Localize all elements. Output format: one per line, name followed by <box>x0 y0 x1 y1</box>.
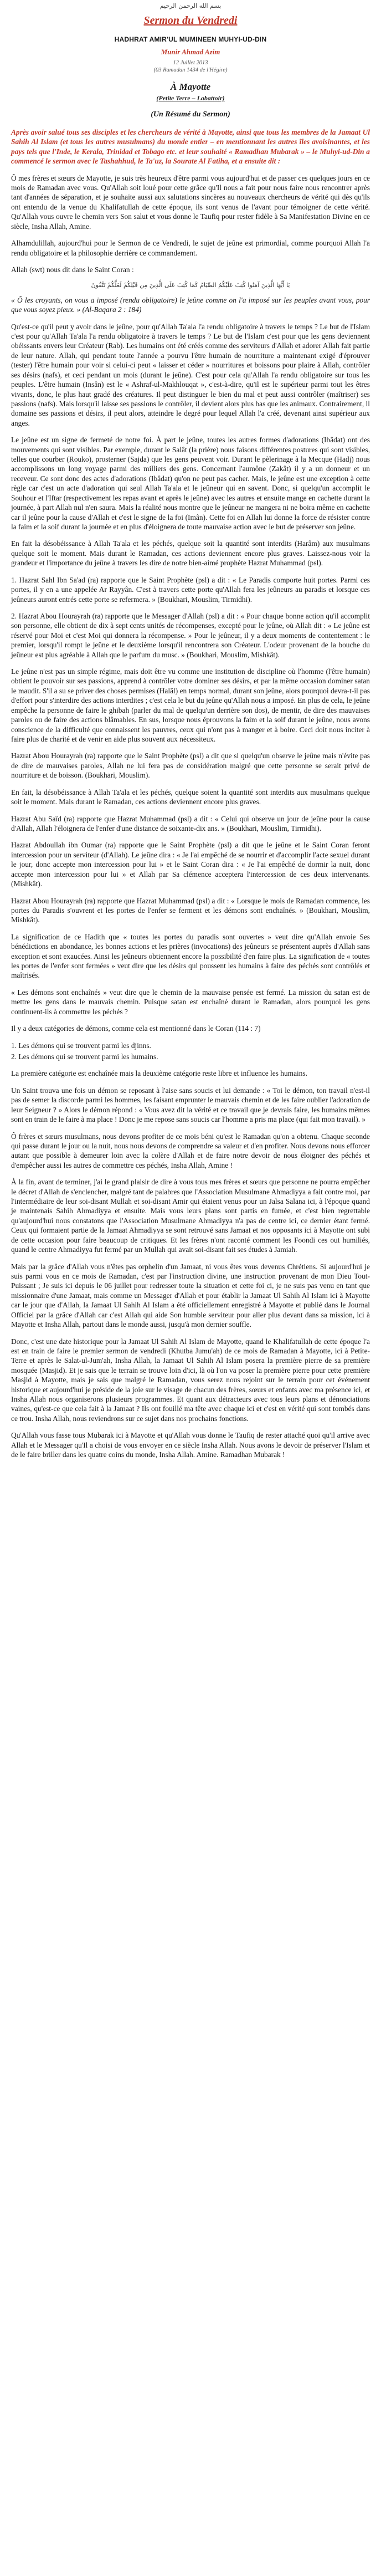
paragraph-1: Ô mes frères et sœurs de Mayotte, je suis très heureux d'être parmi vous aujourd'hui et de passer ces quelques jours en ce mois de Ramadan avec vous. Qu'Allah soit loué pour cette grâce qu'Il nous a fait pour nous faire nous rencontrer après tant d'années de séparation, et je souhaite aussi aux salutations sincères au nouveaux chercheurs de vérité qui dès qu'ils ont entendu de la venue du Khalifatullah de cette époque, ils sont venus de l'avant pour témoigner de cette vérité. Qu'Allah vous ouvre le chemin vers Son salut et vous donne le Taufiq pour rester fidèle à Sa Manifestation Divine en ce siècle, Insha Allah, Amine. <box>11 173 370 231</box>
paragraph-14: Hazrat Abou Hourayrah (ra) rapporte que Hazrat Muhammad (psl) a dit : « Lorsque le mois de Ramadan commence, les portes du Paradis s'ouvrent et les portes de l'enfer se ferment et les démons sont enchaînés. » (Boukhari, Mouslim, Mishkât). <box>11 896 370 924</box>
summary-label: (Un Résumé du Sermon) <box>151 110 230 119</box>
paragraph-11: En fait, la désobéissance à Allah Ta'ala et les péchés, quelque soient la quantité sont interdits aux musulmans quelque soit le moment. Mais durant le Ramadan, ces actions deviennent encore plus graves. <box>11 788 370 806</box>
khalifa-mention: HADHRAT AMIR'UL MUMINEEN MUHYI-UD-DIN <box>114 35 267 44</box>
paragraph-24: Qu'Allah vous fasse tous Mubarak ici à Mayotte et qu'Allah vous donne le Taufiq de rester attaché quoi qu'il arrive avec Allah et le Messager qu'Il a choisi de vous envoyer en ce siècle Insha Allah. Nous avons le devoir de préserver l'Islam et de le faire briller dans les quatre coins du monde, Insha Allah. Amine. Ramadhan Mubarak ! <box>11 1431 370 1459</box>
list-item: 1. Les démons qui se trouvent parmi les djinns. <box>11 1041 151 1050</box>
intro-paragraph: Après avoir salué tous ses disciples et les chercheurs de vérité à Mayotte, ainsi que tous les membres de la Jamaat Ul Sahih Al Islam (et tous les autres musulmans) du monde entier – en mentionnant les autres îles avoisinantes, et les pays tels que l'Inde, le Kerala, Trinidad et Tobago etc. et leur souhaité « Ramadhan Mubarak » – le Muhyi-ud-Din a commencé le sermon avec le Tashahhud, le Ta'uz, la Sourate Al Fatiha, et a ensuite dit : <box>11 127 370 166</box>
quran-verse-translation: « Ô les croyants, on vous a imposé (rendu obligatoire) le jeûne comme on l'a imposé sur les peuples avant vous, pour que vous soyez pieux. » (Al-Baqara 2 : 184) <box>11 295 370 314</box>
paragraph-2: Alhamdulillah, aujourd'hui pour le Sermon de ce Vendredi, le sujet de jeûne est primordial, comme pourquoi Allah l'a rendu obligatoire et la philosophie derrière ce commandement. <box>11 239 370 257</box>
page-title: Sermon du Vendredi <box>143 14 238 27</box>
paragraph-12: Hazrat Abu Saïd (ra) rapporte que Hazrat Muhammad (psl) a dit : « Celui qui observe un jour de jeûne pour la cause d'Allah, Allah l'éloignera de l'enfer d'une distance de soixante-dix ans. » (Boukhari, Mouslim, Tirmidhi). <box>11 814 370 832</box>
sermon-place: À Mayotte <box>170 81 211 93</box>
paragraph-19: Un Saint trouva une fois un démon se reposant à l'aise sans soucis et lui demande : « Toi le démon, ton travail n'est-il pas de semer la discorde parmi les hommes, les faisant emprunter le mauvais chemin et de les faire oublier l'adoration de leur Seigneur ? » Alors le démon répond : « Vous avez dit la vérité et ce travail que je devrais faire, les humains mêmes sont en train de le faire à ma place ! Donc je me repose sans soucis car l'homme a pris ma place (qui fait mon travail). » <box>11 1086 370 1124</box>
paragraph-10: Hazrat Abou Hourayrah (ra) rapporte que le Saint Prophète (psl) a dit que si quelqu'un observe le jeûne mais n'évite pas de dire de mauvaises paroles, Allah ne lui fera pas de considération malgré que cette personne se serait privé de nourriture et de boisson. (Boukhari, Mouslim). <box>11 752 370 780</box>
list-item: 2. Les démons qui se trouvent parmi les humains. <box>11 1052 158 1061</box>
date-gregorian: 12 Juillet 2013 <box>173 59 208 66</box>
paragraph-23: Donc, c'est une date historique pour la Jamaat Ul Sahih Al Islam de Mayotte, quand le Khalifatullah de cette époque l'a est en train de faire le premier sermon de vendredi (Khutba Jumu'ah) de ce mois de Ramadan à Mayotte, ici à Petite-Terre et après le Salat-ul-Jum'ah, Insha Allah, la Jamaat Ul Sahih Al Islam posera la première pierre de sa première mosquée (Masjid). Et je sais que le terrain se trouve loin d'ici, là où l'on va poser la première pierre pour cette première Masjid à Mayotte, mais je sais que malgré le Ramadan, vous serez nous rejoint sur le terrain pour cet événement historique et aujourd'hui je préside de la joie sur le visage de chacun des frères, sœurs et enfants avec ma présence ici, et Insha Allah nous organiserons plusieurs programmes. Et quant aux détracteurs avec tous leurs plans et dénonciations vaines, qu'est-ce que cela fait à la Jamaat ? Ils ont fouillé ma tête avec chaque ici et c'est en vérité qui sont tombés dans ce trou. Insha Allah, nous reviendrons sur ce sujet dans nos prochains fonctions. <box>11 1337 370 1423</box>
paragraph-4: Qu'est-ce qu'il peut y avoir dans le jeûne, pour qu'Allah Ta'ala l'a rendu obligatoire à travers le temps ? Le but de l'Islam c'est pour qu'Allah Ta'ala l'a rendu obligatoire à travers le temps ? Le but de l'Islam c'est pour que les gens deviennent obéissants envers leur Créateur (Rab). Les humains ont été créés comme des serviteurs d'Allah et adorer Allah fait partie de leur nature. Allah, qui pendant toute l'année a pourvu l'être humain de nourriture a maintenant exigé d'éprouver (tester) l'être humain pour voir si celui-ci peut « laisser et céder » nourritures et boissons pour plaire à Allah, contrôler ses désirs (nafs), et ceci pendant un mois (durant le jeûne). C'est pour cela qu'Allah l'a rendu obligatoire sur tous les peuples. L'être humain (Insân) est le « Ashraf-ul-Makhlouqat », c'est-à-dire, qu'il est le supérieur parmi tout les êtres vivants, donc, le plus haut gradé des créatures. Il peut distinguer le bien du mal et peut aussi contrôler (maîtriser) ses passions (nafs). Mais lorsqu'il laisse ses passions le contrôler, il devient alors plus bas que les animaux. Contrairement, il domaine ses passions et désirs, il peut alors, atteindre le degré pour lequel Allah l'a créé, devenant ainsi supérieur aux anges. <box>11 322 370 427</box>
quran-verse-arabic: يَا أَيُّهَا الَّذِينَ آمَنُوا كُتِبَ عَلَيْكُمُ الصِّيَامُ كَمَا كُتِبَ عَلَى الَّذِينَ مِن قَبْلِكُمْ لَعَلَّكُمْ تَتَّقُونَ <box>91 282 290 289</box>
paragraph-13: Hazrat Abdoullah ibn Oumar (ra) rapporte que le Saint Prophète (psl) a dit que le jeûne et le Saint Coran feront intercession pour un serviteur (d'Allah). Le jeûne dira : « Je l'ai empêché de se nourrir et d'accomplir l'acte sexuel durant le jour, donc accepte mon intercession pour lui » et le Saint Coran dira : « Je l'ai empêché de dormir la nuit, donc accepte mon intercession pour lui » et Allah par Sa clémence acceptera l'intercession de ces deux intervenants. (Mishkât). <box>11 841 370 888</box>
paragraph-20: Ô frères et sœurs musulmans, nous devons profiter de ce mois béni qu'est le Ramadan qu'on a obtenu. Chaque seconde qui passe durant le jour ou la nuit, nous nous devons de comprendre sa valeur et d'en profiter. Nous devons nous efforcer autant que possible à demeurer loin avec la colère d'Allah et de faire notre devoir de nous éloigner des péchés et d'empêcher aussi les autres de commettre ces péchés, Insha Allah, Amine ! <box>11 1132 370 1169</box>
paragraph-7: 1. Hazrat Sahl Ibn Sa'ad (ra) rapporte que le Saint Prophète (psl) a dit : « Le Paradis comporte huit portes. Parmi ces portes, il y en a une appelée Ar Rayyân. C'est à travers cette porte qu'Allah fera les jeûneurs au paradis et lorsque ces jeûneurs auront entrés cette porte se refermera. » (Boukhari, Mouslim, Tirmidhi). <box>11 575 370 604</box>
paragraph-16: « Les démons sont enchaînés » veut dire que le chemin de la mauvaise pensée est fermé. La mission du satan est de mettre les gens dans le mauvais chemin. Puisque satan est enchaîné durant le Ramadan, alors pourquoi les gens continuent-ils à commettre les péchés ? <box>11 988 370 1016</box>
paragraph-9: Le jeûne n'est pas un simple régime, mais doit être vu comme une institution de discipline où l'homme (l'être humain) obtient le pouvoir sur ses passions, apprend à contrôler votre dominer ses désirs, et par la même occasion dominer satan le maudit. S'il a su se priver des choses permises (Halâl) en temps normal, durant son jeûne, alors pourquoi devra-t-il pas d'effort pour s'interdire des actions interdites ; c'est cela le but du jeûne qu'Allah nous a imposé. En plus de cela, le jeûne empêche la personne de faire le ghibah (parler du mal de quelqu'un derrière son dos), de mentir, de dire des mauvaises paroles ou de faire des actions blâmables. En sus, lorsque nous éprouvons la faim et la soif durant le jeûne, nous avons conscience de la difficulté que connaissent les pauvres, ceux qui n'ont pas à manger et à boire. Ceci doit nous inciter à faire plus de charité et de venir en aide plus souvent aux nécessiteux. <box>11 667 370 744</box>
paragraph-21: À la fin, avant de terminer, j'ai le grand plaisir de dire à vous tous mes frères et sœurs que personne ne pourra empêcher le décret d'Allah de s'enclencher, malgré tant de palabres que l'Association Musulmane Ahmadiyya a fait contre moi, par l'intermédiaire de leur soi-disant Mullah et soi-disant Amir qui étaient venus pour un Jalsa Salana ici, à l'époque quand je maintenais Sahih Ahmadiyya et ensuite. Mais vous leurs plans sont partis en fumée, et c'est bien regrettable qu'aujourd'hui nous constatons que l'Association Musulmane Ahmadiyya n'a pas de centre ici, ce dernier étant fermé. Ceux qui formaient partie de la Jamaat Ahmadiyya se sont retrouvé sans Jamaat et nos opposants ici à Mayotte ont subi de cette occasion pour faire beaucoup de critiques. Et les frères n'ont raconté comment les Foondi ces out humiliés, quand le centre Ahmadiyya fut fermé par un Mullah qui avait soi-disant fait ses études à Jamiah. <box>11 1178 370 1254</box>
paragraph-8: 2. Hazrat Abou Hourayrah (ra) rapporte que le Messager d'Allah (psl) a dit : « Pour chaque bonne action qu'il accomplit son personne, elle obtient de dix à sept cents unités de récompenses, excepté pour le jeûne, où Allah dit : « Le jeûne est réservé pour Moi et c'est Moi qui donnera la récompense. » Pour le jeûneur, il y a deux moments de contentement : le premier, lorsqu'il rompt le jeûne et le deuxième lorsqu'il rencontrera son Créateur. L'odeur provenant de la bouche du jeûneur est plus agréable à Allah que le parfum du musc. » (Boukhari, Mouslim, Mishkât). <box>11 611 370 659</box>
paragraph-15: La signification de ce Hadith que « toutes les portes du paradis sont ouvertes » veut dire qu'Allah envoie Ses bénédictions en abondance, les bonnes actions et les prières (invocations) des jeûneurs se présentent auprès d'Allah sans exception et sont exaucées. Ainsi les jeûneurs obtiennent encore la possibilité d'en faire plus. La signification de « toutes les portes de l'enfer sont fermées » veut dire que les désirs qui poussent les humains à faire des péchés sont contrôlés et maîtrisés. <box>11 932 370 980</box>
paragraph-6: En fait la désobéissance à Allah Ta'ala et les péchés, quelque soit la quantité sont interdits (Harâm) aux musulmans quelque soit le moment. Mais durant le Ramadan, ces actions deviennent encore plus graves. Laissez-nous voir la grandeur et l'importance du jeûne à travers les dire de notre bien-aimé prophète Hazrat Muhammad (psl). <box>11 539 370 568</box>
date-hijri: (03 Ramadan 1434 de l'Hégire) <box>153 67 228 74</box>
paragraph-5: Le jeûne est un signe de fermeté de notre foi. À part le jeûne, toutes les autres formes d'adorations (Ibâdat) ont des mouvements qui sont visibles. Par exemple, durant le Salât (la prière) nous faisons différentes postures qui sont visibles, telles que courber (Rouko), prosterner (Sajda) que les gens peuvent voir. Durant le pèlerinage à la Mecque (Hadj) nous accomplissons un long voyage parmi des milliers des gens. Concernant l'aumône (Zakât) il y a un donneur et un receveur. Ce sont donc des actes d'adorations (Ibâdat) qu'on ne peut pas cacher. Mais, le jeûne est une exception à cette règle car c'est un acte d'adoration qui seul Allah Ta'ala et le jeûneur qui en savent. Donc, si quelqu'un accomplit le Souhour et l'Iftar (respectivement les repas avant et après le jeûne) avec les autres et ensuite mange en cachette durant la journée, à part Allah nul n'en saura. Mais la réalité nous montre que le jeûneur ne mangera ni ne boira même en cachette car il jeûne pour la cause d'Allah et c'est le signe de la foi (Imân). Cette foi en Allah lui donne la force de résister contre la faim et la soif durant la journée et en plus d'éloignera de toute mauvaise action avec le but de préserver son jeûne. <box>11 436 370 531</box>
demon-categories-list <box>11 1041 370 1062</box>
author-name: Munir Ahmad Azim <box>161 47 220 56</box>
sermon-date <box>11 59 370 74</box>
paragraph-18: La première catégorie est enchaînée mais la deuxième catégorie reste libre et influence les humains. <box>11 1069 307 1078</box>
sermon-place-detail: (Petite Terre – Labattoir) <box>156 94 225 103</box>
bismillah-heading: بسم الله الرحمن الرحيم <box>159 2 222 9</box>
paragraph-22: Mais par la grâce d'Allah vous n'êtes pas orphelin d'un Jamaat, ni vous êtes vous devenus Chrétiens. Si aujourd'hui je suis parmi vous en ce mois de Ramadan, c'est par l'instruction divine, une instruction provenant de mon Dieu Tout-Puissant ; Je suis ici depuis le 06 juillet pour redresser toute la situation et cette foi ci, je ne suis pas venu en tant que missionnaire d'une Jamaat, mais comme un Messager d'Allah et pour établir la Jamaat Ul Sahih Al Islam ici à Mayotte car le jour que d'Allah, la Jamaat Ul Sahih Al Islam a été officiellement enregistré à Mayotte et publié dans le Journal Officiel par la grâce d'Allah car c'est Allah qui aide Son humble serviteur pour aller plus devant dans sa mission, ici à Mayotte et Insha Allah, partout dans le monde aussi, jusqu'à mon dernier souffle. <box>11 1262 370 1329</box>
paragraph-3: Allah (swt) nous dit dans le Saint Coran : <box>11 265 134 274</box>
paragraph-17: Il y a deux catégories de démons, comme cela est mentionné dans le Coran (114 : 7) <box>11 1024 261 1033</box>
